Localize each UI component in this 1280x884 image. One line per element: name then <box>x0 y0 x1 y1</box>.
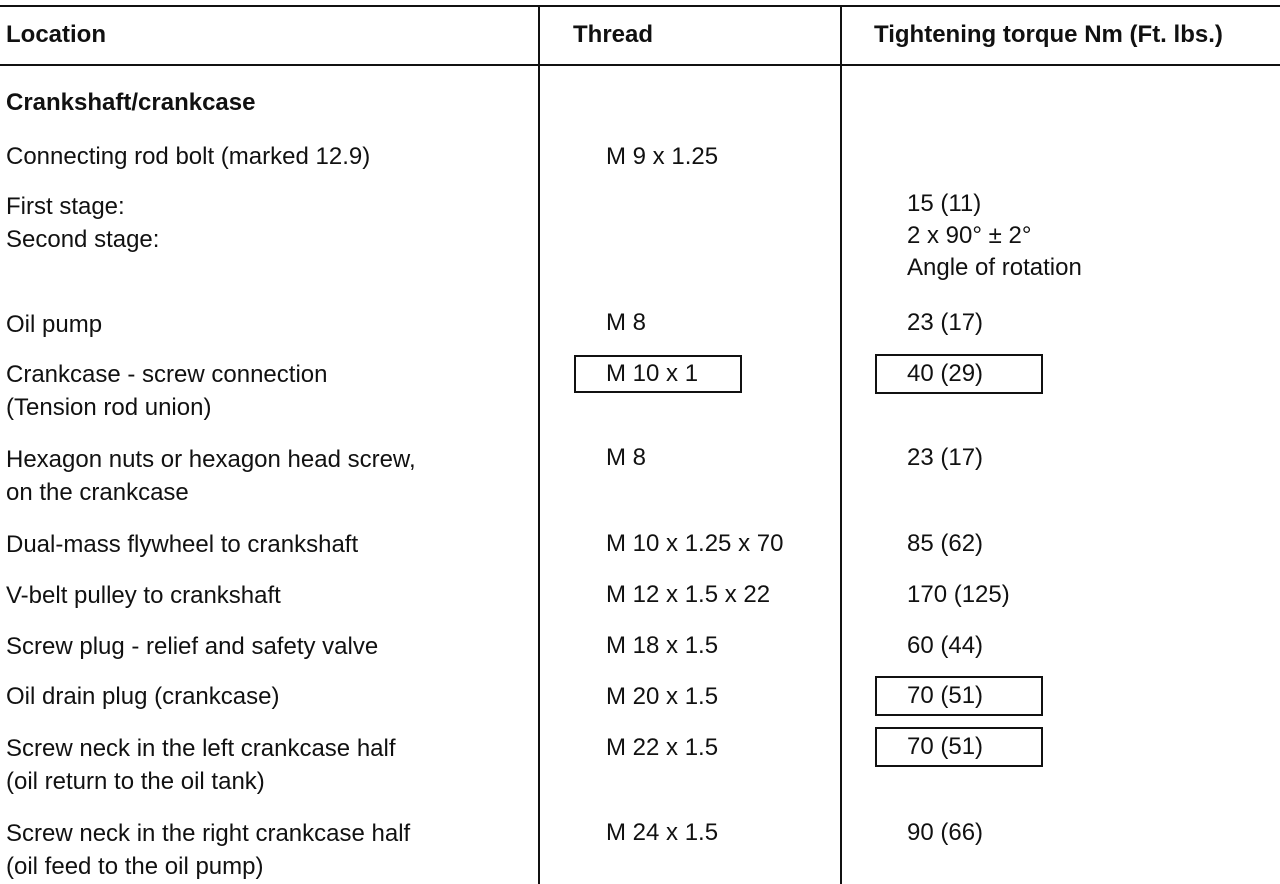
table-row-location: Screw plug - relief and safety valve <box>6 633 379 660</box>
table-row-location: Dual-mass flywheel to crankshaft <box>6 531 359 558</box>
table-row-location: First stage: Second stage: <box>6 193 160 253</box>
table-row-torque: 170 (125) <box>907 581 1010 608</box>
top-rule <box>0 5 1280 7</box>
table-row-thread: M 18 x 1.5 <box>606 632 719 659</box>
highlight-box: 70 (51) <box>875 727 1043 767</box>
table-row-torque: 23 (17) <box>907 444 984 471</box>
header-thread: Thread <box>573 21 654 48</box>
section-title: Crankshaft/crankcase <box>6 89 256 116</box>
table-row-location: Oil pump <box>6 311 103 338</box>
table-row-location: Screw neck in the right crankcase half (oil feed to the oil pump) <box>6 820 411 880</box>
table-row-torque: 15 (11) 2 x 90° ± 2° Angle of rotation <box>907 190 1082 281</box>
table-row-torque: 85 (62) <box>907 530 984 557</box>
table-row-torque <box>907 676 1043 716</box>
header-location: Location <box>6 21 106 48</box>
table-row-thread: M 12 x 1.5 x 22 <box>606 581 771 608</box>
table-row-location: V-belt pulley to crankshaft <box>6 582 281 609</box>
table-row-torque: 23 (17) <box>907 309 984 336</box>
table-row-torque: 90 (66) <box>907 819 984 846</box>
header-torque: Tightening torque Nm (Ft. lbs.) <box>874 21 1223 48</box>
table-row-torque: 60 (44) <box>907 632 984 659</box>
table-row-thread: M 22 x 1.5 <box>606 734 719 761</box>
header-rule <box>0 64 1280 66</box>
table-row-thread: M 24 x 1.5 <box>606 819 719 846</box>
table-row-location: Oil drain plug (crankcase) <box>6 683 280 710</box>
table-row-location: Screw neck in the left crankcase half (oil return to the oil tank) <box>6 735 396 795</box>
table-row-thread <box>606 355 742 393</box>
table-row-thread: M 9 x 1.25 <box>606 143 719 170</box>
table-row-torque <box>907 354 1043 394</box>
table-row-thread: M 20 x 1.5 <box>606 683 719 710</box>
table-row-torque <box>907 727 1043 767</box>
table-row-thread: M 8 <box>606 444 647 471</box>
highlight-box: 70 (51) <box>875 676 1043 716</box>
table-row-location: Crankcase - screw connection (Tension rod union) <box>6 361 328 421</box>
table-row-location: Hexagon nuts or hexagon head screw, on the crankcase <box>6 446 416 506</box>
table-row-location: Connecting rod bolt (marked 12.9) <box>6 143 371 170</box>
column-divider-1 <box>538 5 540 884</box>
table-row-thread: M 10 x 1.25 x 70 <box>606 530 784 557</box>
table-row-thread: M 8 <box>606 309 647 336</box>
highlight-box: 40 (29) <box>875 354 1043 394</box>
highlight-box: M 10 x 1 <box>574 355 742 393</box>
column-divider-2 <box>840 5 842 884</box>
